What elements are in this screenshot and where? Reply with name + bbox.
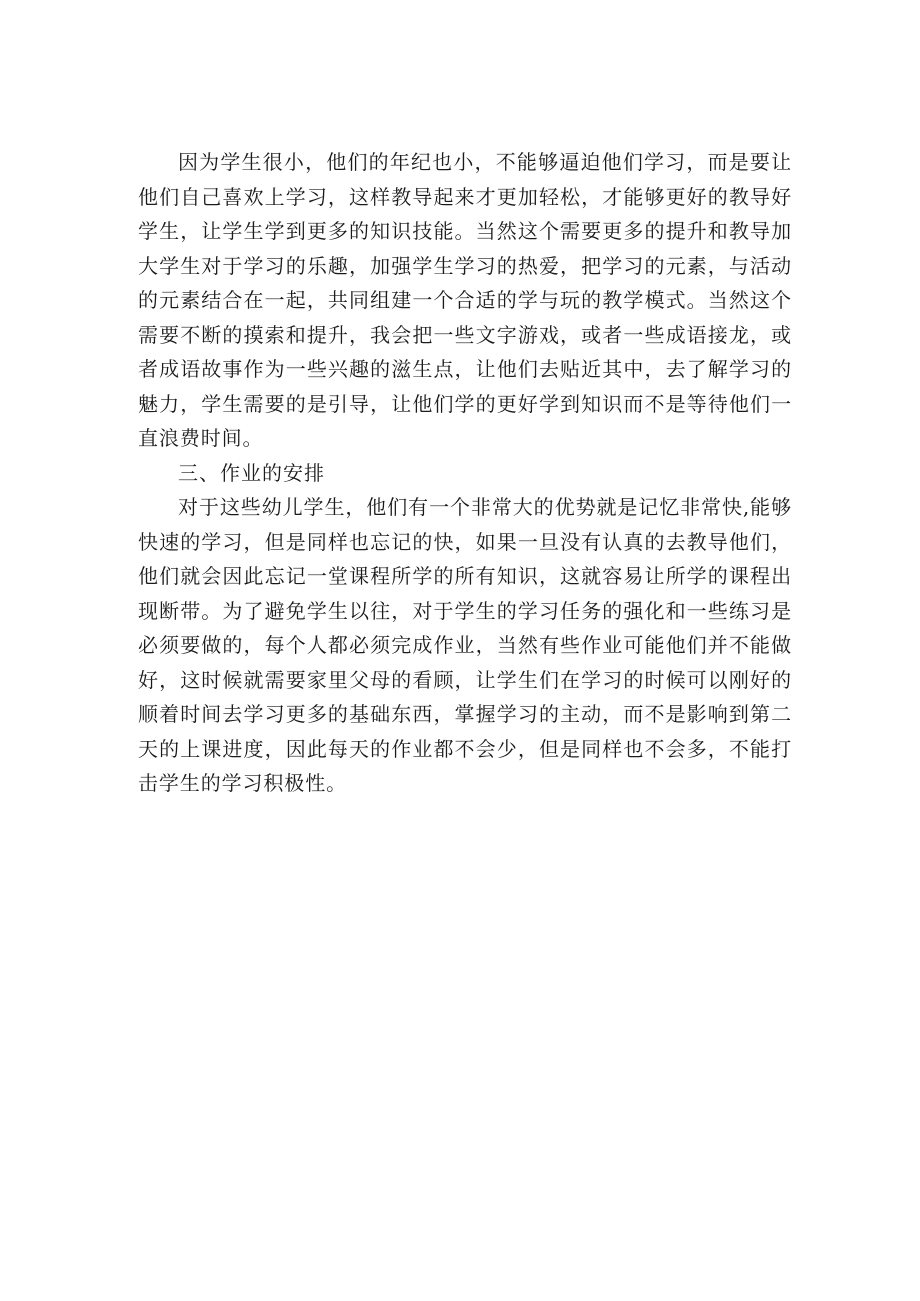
paragraph-homework: 对于这些幼儿学生，他们有一个非常大的优势就是记忆非常快,能够快速的学习，但是同样也忘记的快，如果一旦没有认真的去教导他们，他们就会因此忘记一堂课程所学的所有知识，这就容易让所学的课程出现断带。为了避免学生以往，对于学生的学习任务的强化和一些练习是必须要做的，每个人都必须完成作业，当然有些作业可能他们并不能做好，这时候就需要家里父母的看顾，让学生们在学习的时候可以刚好的顺着时间去学习更多的基础东西，掌握学习的主动，而不是影响到第二天的上课进度，因此每天的作业都不会少，但是同样也不会多，不能打击学生的学习积极性。: [138, 495, 792, 795]
paragraph-motivation: 因为学生很小，他们的年纪也小，不能够逼迫他们学习，而是要让他们自己喜欢上学习，这样教导起来才更加轻松，才能够更好的教导好学生，让学生学到更多的知识技能。当然这个需要更多的提升和教导加大学生对于学习的乐趣，加强学生学习的热爱，把学习的元素，与活动的元素结合在一起，共同组建一个合适的学与玩的教学模式。当然这个需要不断的摸索和提升，我会把一些文字游戏，或者一些成语接龙，或者成语故事作为一些兴趣的滋生点，让他们去贴近其中，去了解学习的魅力，学生需要的是引导，让他们学的更好学到知识而不是等待他们一直浪费时间。: [138, 150, 792, 450]
section-heading-homework: 三、作业的安排: [178, 460, 325, 485]
document-body: [138, 145, 792, 801]
